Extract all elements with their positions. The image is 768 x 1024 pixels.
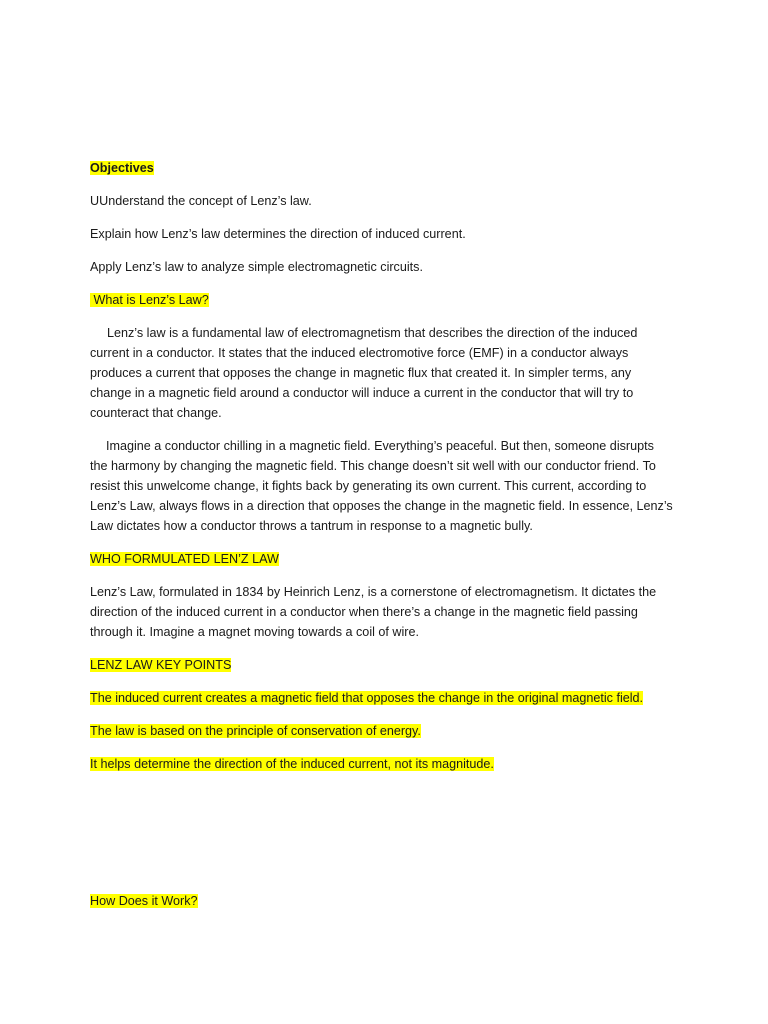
objective-item: Apply Lenz’s law to analyze simple electromagnetic circuits.	[90, 260, 423, 274]
what-is-paragraph-2-text: Imagine a conductor chilling in a magnetic field. Everything’s peaceful. But then, someone disrupts the harmony by changing the magnetic field. This change doesn’t sit well with our conductor friend. To resist this unwelcome change, it fights back by generating its own current. This current, according to Lenz’s Law, always flows in a direction that opposes the change in the magnetic field. In essence, Lenz’s Law dictates how a conductor throws a tantrum in response to a magnetic bully.	[90, 439, 673, 533]
objective-item: Explain how Lenz’s law determines the direction of induced current.	[90, 227, 466, 241]
what-is-paragraph-1-text: Lenz’s law is a fundamental law of electromagnetism that describes the direction of the induced current in a conductor. It states that the induced electromotive force (EMF) in a conductor always produces a current that opposes the change in magnetic flux that created it. In simpler terms, any change in a magnetic field around a conductor will induce a current in the conductor that will try to counteract that change.	[90, 326, 638, 420]
objective-item: UUnderstand the concept of Lenz’s law.	[90, 194, 312, 208]
key-point-item	[90, 754, 674, 774]
objectives-heading	[90, 158, 674, 178]
who-paragraph: Lenz’s Law, formulated in 1834 by Heinrich Lenz, is a cornerstone of electromagnetism. It dictates the direction of the induced current in a conductor when there’s a change in the magnetic field passing through it. Imagine a magnet moving towards a coil of wire.	[90, 585, 657, 639]
who-heading-text: WHO FORMULATED LEN’Z LAW	[90, 552, 279, 566]
key-points-heading-text: LENZ LAW KEY POINTS	[90, 658, 232, 672]
key-point-item	[90, 721, 674, 741]
how-heading-text: How Does it Work?	[90, 894, 198, 908]
key-point-text: It helps determine the direction of the induced current, not its magnitude.	[90, 757, 494, 771]
key-point-text: The induced current creates a magnetic field that opposes the change in the original magnetic field.	[90, 691, 644, 705]
what-is-heading	[90, 290, 674, 310]
what-is-paragraph-1	[90, 323, 674, 423]
key-points-heading	[90, 655, 674, 675]
who-heading	[90, 549, 674, 569]
key-point-item	[90, 688, 674, 708]
objectives-heading-text: Objectives	[90, 161, 154, 175]
what-is-paragraph-2	[90, 436, 674, 536]
blank-space	[90, 787, 674, 891]
document-body	[90, 158, 674, 924]
key-point-text: The law is based on the principle of conservation of energy.	[90, 724, 421, 738]
what-is-heading-text: What is Lenz’s Law?	[90, 293, 209, 307]
how-heading	[90, 891, 674, 911]
